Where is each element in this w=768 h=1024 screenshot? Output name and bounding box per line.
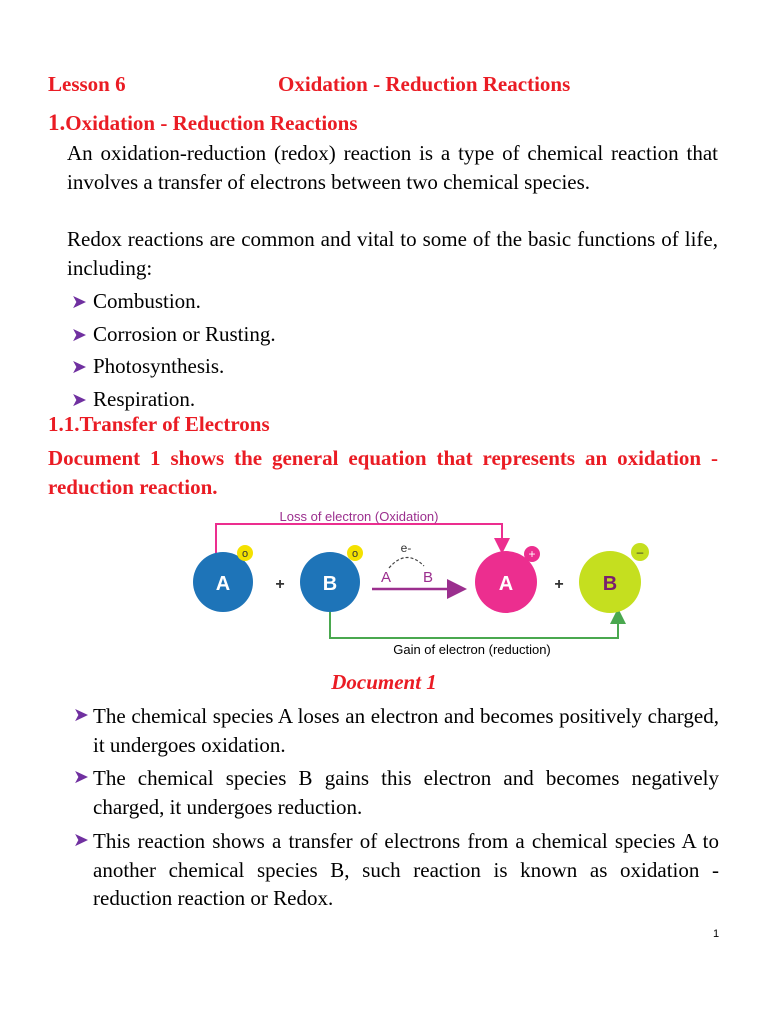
arrow-b-label: B xyxy=(422,569,434,586)
section-1-1-heading: 1.1.Transfer of Electrons xyxy=(48,412,270,436)
document-intro: Document 1 shows the general equation that represents an oxidation - reduction reaction. xyxy=(48,446,718,499)
redox-diagram xyxy=(186,504,656,664)
lesson-header xyxy=(48,72,728,97)
arrow-bullet-icon: ➤ xyxy=(71,357,87,378)
arrow-bullet-icon: ➤ xyxy=(73,767,89,788)
lesson-title: Oxidation - Reduction Reactions xyxy=(278,72,571,96)
arrow-bullet-icon: ➤ xyxy=(71,389,87,411)
list-item: ➤ The chemical species B gains this electron and becomes negatively charged, it undergoes reduction. xyxy=(73,764,719,821)
arrow-bullet-icon: ➤ xyxy=(71,324,87,346)
neutral-charge-label: o xyxy=(351,548,359,560)
arrow-bullet-icon: ➤ xyxy=(73,705,89,726)
section-1-title: Oxidation - Reduction Reactions xyxy=(65,111,358,135)
arrow-a-label: A xyxy=(380,569,392,586)
species-a-label: A xyxy=(215,573,231,595)
oxidation-label: Loss of electron (Oxidation) xyxy=(279,509,439,524)
reduction-arrow xyxy=(330,608,618,638)
positive-charge-label: + xyxy=(528,547,536,561)
arrow-bullet-icon: ➤ xyxy=(71,292,87,313)
list-item: ➤ The chemical species A loses an electron and becomes positively charged, it undergoes oxidation. xyxy=(73,702,719,759)
list-item: ➤ Photosynthesis. xyxy=(71,351,276,384)
species-b-label: B xyxy=(322,573,338,595)
section-1-number: 1. xyxy=(48,110,66,135)
neutral-charge-label: o xyxy=(241,548,249,560)
figure-caption: Document 1 xyxy=(331,670,437,694)
electron-label: e- xyxy=(400,541,412,555)
plus-sign: + xyxy=(275,576,285,593)
reduction-label: Gain of electron (reduction) xyxy=(393,642,551,657)
list-item: ➤ Combustion. xyxy=(71,286,276,319)
page-number: 1 xyxy=(713,928,720,940)
list-item: ➤ Respiration. xyxy=(71,384,276,417)
electron-hop-arrow xyxy=(389,557,424,568)
species-b-negative-label: B xyxy=(602,573,618,595)
section-1-heading xyxy=(48,110,358,136)
list-item: ➤ This reaction shows a transfer of electrons from a chemical species A to another chemical species B, such reaction is known as oxidation - reduction reaction or Redox. xyxy=(73,827,719,913)
life-functions-list xyxy=(71,286,276,416)
plus-sign: + xyxy=(554,576,564,593)
list-item: ➤ Corrosion or Rusting. xyxy=(71,319,276,352)
negative-charge-label: – xyxy=(636,545,644,559)
species-a-positive-label: A xyxy=(498,573,514,595)
lesson-number: Lesson 6 xyxy=(48,72,126,96)
paragraph-redox-definition: An oxidation-reduction (redox) reaction is a type of chemical reaction that involves a transfer of electrons between two chemical species. xyxy=(67,141,718,194)
arrow-bullet-icon: ➤ xyxy=(73,830,89,851)
paragraph-redox-importance: Redox reactions are common and vital to some of the basic functions of life, including: xyxy=(67,227,718,280)
